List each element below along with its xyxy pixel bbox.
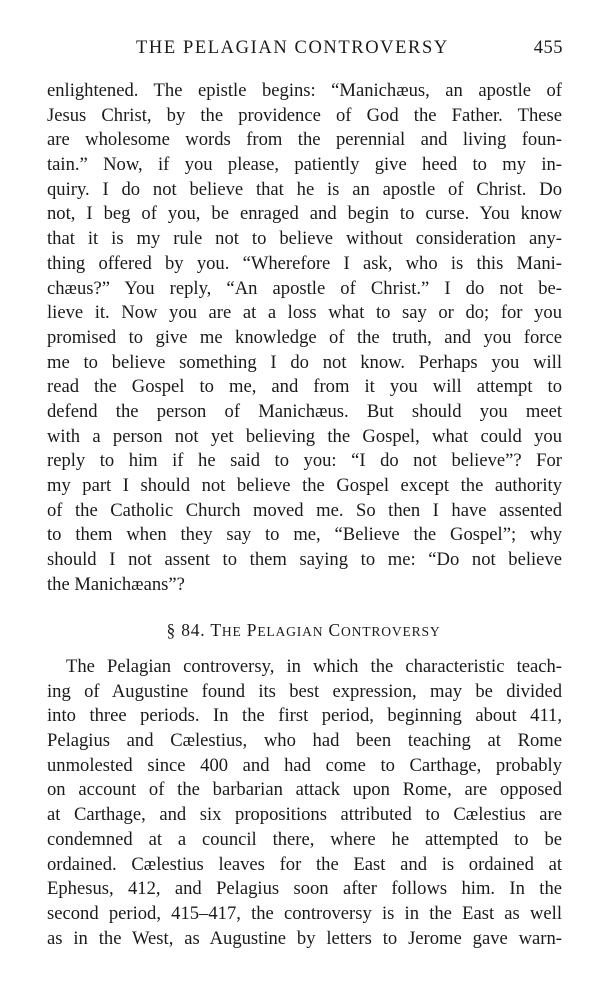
text-line: me to believe something I do not know. Perhaps you will xyxy=(47,351,562,373)
text-line: are wholesome words from the perennial and living foun- xyxy=(47,129,562,151)
text-line: my part I should not believe the Gospel except the authority xyxy=(47,475,562,496)
section-number: § 84. xyxy=(166,620,206,640)
text-line: the Manichæans”? xyxy=(47,573,185,595)
text-line: condemned at a council there, where he attempted to be xyxy=(47,828,562,850)
text-line: Jesus Christ, by the providence of God the Father. These xyxy=(47,104,562,126)
text-line: unmolested since 400 and had come to Carthage, probably xyxy=(47,754,562,776)
text-line: with a person not yet believing the Gospel, what could you xyxy=(47,425,562,447)
text-line: enlightened. The epistle begins: “Manichæus, an apostle of xyxy=(47,80,562,101)
text-line: on account of the barbarian attack upon Rome, are opposed xyxy=(47,779,562,801)
page-number: 455 xyxy=(533,38,563,58)
text-line: The Pelagian controversy, in which the characteristic teach- xyxy=(66,656,562,677)
text-line: Ephesus, 412, and Pelagius soon after follows him. In the xyxy=(47,878,562,900)
text-line: tain.” Now, if you please, patiently give heed to my in- xyxy=(47,154,562,176)
text-line: not, I beg of you, be enraged and begin to curse. You know xyxy=(47,203,562,225)
text-line: thing offered by you. “Wherefore I ask, who is this Mani- xyxy=(47,252,562,274)
text-line: read the Gospel to me, and from it you will attempt to xyxy=(47,376,562,398)
text-line: that it is my rule not to believe without consideration any- xyxy=(47,228,562,250)
text-line: chæus?” You reply, “An apostle of Christ.” I do not be- xyxy=(47,277,562,299)
section-heading xyxy=(0,620,607,641)
text-line: defend the person of Manichæus. But should you meet xyxy=(47,400,562,422)
text-line: quiry. I do not believe that he is an apostle of Christ. Do xyxy=(47,178,562,200)
text-line: ing of Augustine found its best expression, may be divided xyxy=(47,680,562,702)
text-line: ordained. Cælestius leaves for the East and is ordained at xyxy=(47,853,562,875)
text-line: at Carthage, and six propositions attributed to Cælestius are xyxy=(47,804,562,826)
paragraph-pelagian xyxy=(47,655,562,951)
text-line: promised to give me knowledge of the truth, and you force xyxy=(47,326,562,348)
text-line: into three periods. In the first period, beginning about 411, xyxy=(47,705,562,727)
running-header xyxy=(48,38,563,64)
text-line: should I not assent to them saying to me: “Do not believe xyxy=(47,549,562,571)
section-title: THE PELAGIAN CONTROVERSY xyxy=(210,620,441,640)
text-line: Pelagius and Cælestius, who had been teaching at Rome xyxy=(47,730,562,752)
text-line: lieve it. Now you are at a loss what to say or do; for you xyxy=(47,302,562,324)
text-line: second period, 415–417, the controversy is in the East as well xyxy=(47,902,562,924)
text-line: reply to him if he said to you: “I do not believe”? For xyxy=(47,450,562,472)
paragraph-manichaeus xyxy=(47,79,562,597)
text-line: of the Catholic Church moved me. So then I have assented xyxy=(47,499,562,521)
running-title: THE PELAGIAN CONTROVERSY xyxy=(136,38,449,58)
text-line: to them when they say to me, “Believe the Gospel”; why xyxy=(47,524,562,546)
text-line: as in the West, as Augustine by letters to Jerome gave warn- xyxy=(47,927,562,949)
